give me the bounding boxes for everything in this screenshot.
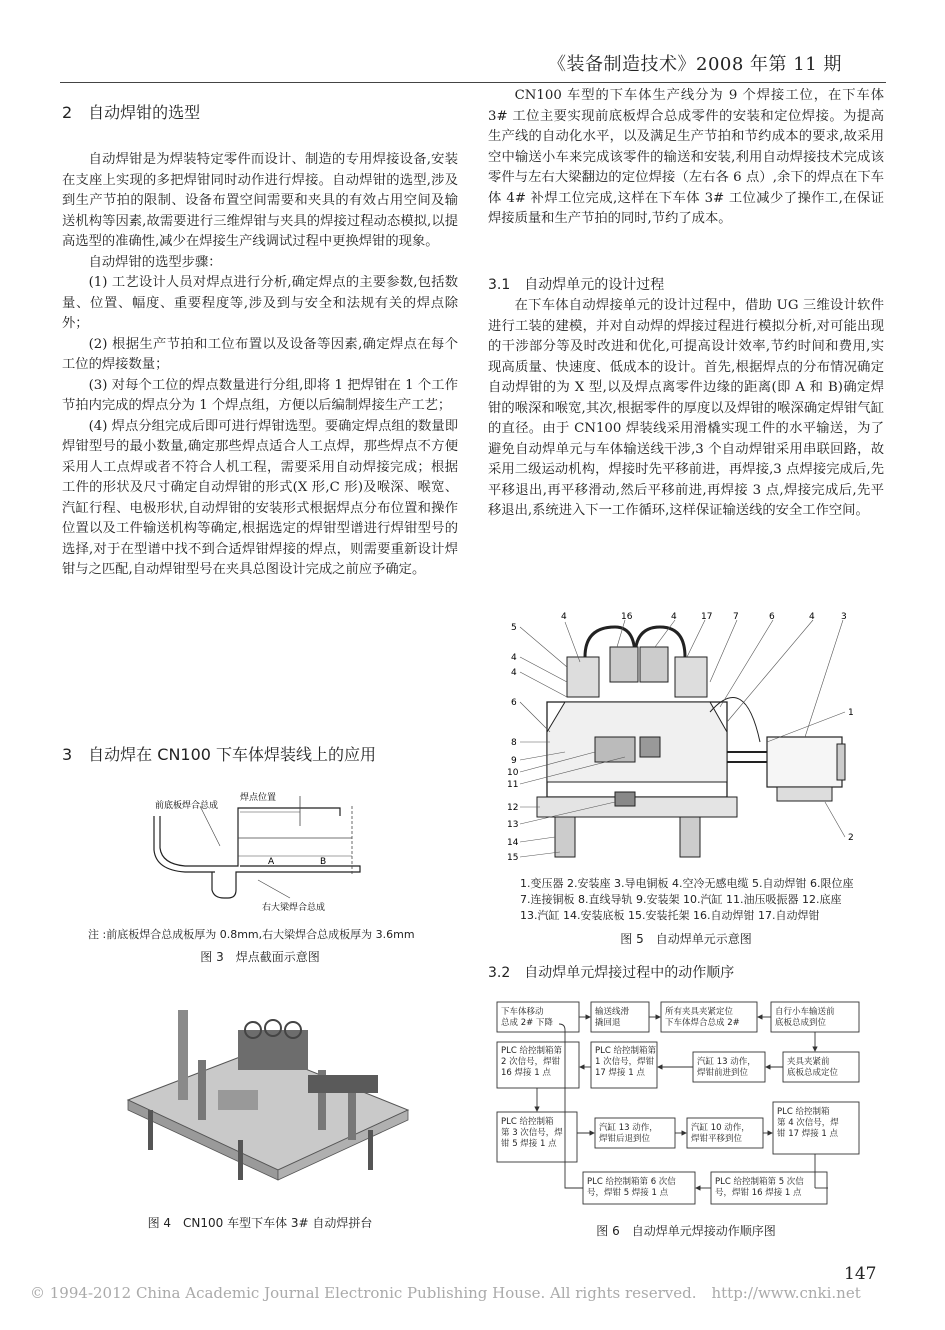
fig3-label-pos: 焊点位置 bbox=[240, 793, 277, 803]
right-column-text-2 bbox=[488, 296, 884, 522]
section-2-title: 2 自动焊钳的选型 bbox=[62, 103, 201, 122]
flow-box-2: 输送线滑撬回退 bbox=[595, 1007, 630, 1028]
fig3-label-a: A bbox=[268, 857, 275, 867]
fig5-num: 11 bbox=[507, 780, 519, 790]
fig5-num: 17 bbox=[701, 612, 713, 622]
figure-6-flowchart bbox=[495, 990, 865, 1210]
header-rule bbox=[60, 82, 886, 83]
fig5-legend: 1.变压器 2.安装座 3.导电铜板 4.空冷无感电缆 5.自动焊钳 6.限位座 7.连接铜板 8.直线导轨 9.安装架 10.汽缸 11.油压吸振器 12.底座 13.汽缸 14.安装底板 15.安装托架 16.自动焊钳 17.自动焊钳 bbox=[520, 877, 854, 922]
flow-box-10: 汽缸 13 动作，焊钳后退到位 bbox=[599, 1123, 658, 1144]
flow-box-14: PLC 给控制箱第 5 次信号，焊钳 16 焊接 1 点 bbox=[715, 1177, 804, 1198]
fig5-num: 4 bbox=[511, 653, 517, 663]
fig3-label-b: B bbox=[320, 857, 327, 867]
flow-box-12: PLC 给控制箱第 4 次信号，焊钳 17 焊接 1 点 bbox=[777, 1107, 839, 1139]
section-3-title: 3 自动焊在 CN100 下车体焊装线上的应用 bbox=[62, 745, 377, 764]
fig5-num: 4 bbox=[561, 612, 567, 622]
subsection-3-2-title: 3.2 自动焊单元焊接过程中的动作顺序 bbox=[488, 965, 735, 981]
fig5-num: 5 bbox=[511, 623, 517, 633]
flow-box-6: PLC 给控制箱第 1 次信号，焊钳 17 焊接 1 点 bbox=[595, 1046, 656, 1078]
paragraph: (4) 焊点分组完成后即可进行焊钳选型。要确定焊点组的数量即焊钳型号的最小数量,确定那些焊点适合人工点焊，那些焊点不方便采用人工点焊或者不符合人机工程，需要采用自动焊接完成；根据工件的形状及尺寸确定自动焊钳的形式(X 形,C 形)及喉深、喉宽、汽缸行程、电极形状,自动焊钳的安装形式根据焊点分布位置和操作位置以及工件输送机构等确定,根据选定的焊钳型谱进行焊钳型号的选择,对于在型谱中找不到合适焊钳焊接的焊点，则需要重新设计焊钳与之匹配,自动焊钳型号在夹具总图设计完成之前应予确定。 bbox=[62, 418, 458, 577]
figure-4-welding-fixture bbox=[118, 990, 418, 1190]
flow-box-1: 下车体移动总成 2# 下降 bbox=[501, 1007, 553, 1028]
fig5-num: 14 bbox=[507, 838, 519, 848]
subsection-3-1-title: 3.1 自动焊单元的设计过程 bbox=[488, 277, 665, 293]
flow-box-5: PLC 给控制箱第 2 次信号，焊钳 16 焊接 1 点 bbox=[501, 1046, 562, 1078]
paragraph: 自动焊钳是为焊装特定零件而设计、制造的专用焊接设备,安装在支座上实现的多把焊钳同时动作进行焊接。自动焊钳的选型,涉及到生产节拍的限制、设备布置空间需要和夹具的有效占用空间及输送机构等因素,故需要进行三维焊钳与夹具的焊接过程动态模拟,以提高选型的准确性,减少在焊接生产线调试过程中更换焊钳的现象。 bbox=[62, 152, 458, 249]
fig5-top-numbers bbox=[561, 612, 847, 622]
figure-5-welding-unit bbox=[505, 612, 860, 872]
left-column-text bbox=[62, 150, 458, 581]
fig5-num: 4 bbox=[671, 612, 677, 622]
fig5-num: 9 bbox=[511, 756, 517, 766]
paragraph: (2) 根据生产节拍和工位布置以及设备等因素,确定焊点在每个工位的焊接数量； bbox=[62, 336, 458, 372]
fig5-num: 15 bbox=[507, 853, 519, 863]
paragraph: 自动焊钳的选型步骤： bbox=[88, 254, 222, 270]
fig6-caption: 图 6 自动焊单元焊接动作顺序图 bbox=[596, 1224, 776, 1238]
paragraph: 在下车体自动焊接单元的设计过程中，借助 UG 三维设计软件进行工装的建模，并对自动焊的焊接过程进行模拟分析,对可能出现的干涉部分等及时改进和优化,可提高设计效率,节约时间和费用,实现高质量、快速度、低成本的设计。首先,根据焊点的分布情况确定自动焊钳的为 X 型,以及焊点离零件边缘的距离(即 A 和 B)确定焊钳的喉深和喉宽,其次,根据零件的厚度以及焊钳的喉深确定焊钳气缸的直径。由于 CN100 焊装线采用滑橇实现工件的水平输送，为了避免自动焊单元与车体输送线干涉,3 个自动焊钳采用串联回路，故采用二级运动机构，焊接时先平移前进，再焊接,3 点焊接完成后,先平移退出,再平移滑动,然后平移前进,再焊接 3 点,焊接完成后,先平移退出,系统进入下一工作循环,这样保证输送线的安全工作空间。 bbox=[488, 298, 884, 518]
fig5-num: 12 bbox=[507, 803, 519, 813]
paragraph: (3) 对每个工位的焊点数量进行分组,即将 1 把焊钳在 1 个工作节拍内完成的焊点分为 1 个焊点组，方便以后编制焊接生产工艺； bbox=[62, 377, 458, 413]
fig5-num: 2 bbox=[848, 833, 854, 843]
right-column-text-1 bbox=[488, 86, 884, 230]
fig3-note: 注 :前底板焊合总成板厚为 0.8mm,右大梁焊合总成板厚为 3.6mm bbox=[88, 928, 415, 941]
paragraph: CN100 车型的下车体生产线分为 9 个焊接工位，在下车体 3# 工位主要实现前底板焊合总成零件的安装和定位焊接。为提高生产线的自动化水平，以及满足生产节拍和节约成本的要求,故采用空中输送小车来完成该零件的输送和安装,利用自动焊接技术完成该零件与左右大梁翻边的定位焊接（左右各 6 点）,余下的焊点在下车体 4# 补焊工位完成,这样在下车体 3# 工位减少了操作工,在保证焊接质量和生产节拍的同时,节约了成本。 bbox=[488, 88, 884, 226]
fig5-num: 6 bbox=[511, 698, 517, 708]
fig5-num: 6 bbox=[769, 612, 775, 622]
fig5-num: 4 bbox=[809, 612, 815, 622]
flow-box-8: 夹具夹紧前底板总成定位 bbox=[787, 1057, 839, 1078]
fig5-left-numbers bbox=[507, 623, 519, 863]
page-number: 147 bbox=[844, 1264, 877, 1284]
fig3-label-right: 右大梁焊合总成 bbox=[262, 903, 326, 913]
figure-3-weld-section bbox=[140, 786, 380, 916]
fig3-label-front: 前底板焊合总成 bbox=[155, 801, 219, 811]
fig5-num: 16 bbox=[621, 612, 633, 622]
copyright-footer: © 1994-2012 China Academic Journal Electronic Publishing House. All rights reserved. http://www.cnki.net bbox=[30, 1284, 861, 1302]
fig5-num: 1 bbox=[848, 708, 854, 718]
fig5-num: 3 bbox=[841, 612, 847, 622]
fig3-caption: 图 3 焊点截面示意图 bbox=[200, 950, 320, 964]
flow-box-11: 汽缸 10 动作，焊钳平移到位 bbox=[691, 1123, 750, 1144]
flow-box-4: 自行小车输送前底板总成到位 bbox=[775, 1007, 835, 1028]
flow-box-7: 汽缸 13 动作，焊钳前进到位 bbox=[697, 1057, 756, 1078]
journal-header: 《装备制造技术》2008 年第 11 期 bbox=[548, 54, 842, 75]
fig5-num: 4 bbox=[511, 668, 517, 678]
fig5-num: 10 bbox=[507, 768, 519, 778]
flow-box-3: 所有夹具夹紧定位下车体焊合总成 2# bbox=[665, 1007, 740, 1028]
fig5-num: 13 bbox=[507, 820, 519, 830]
fig5-num: 7 bbox=[733, 612, 739, 622]
fig5-caption: 图 5 自动焊单元示意图 bbox=[620, 932, 752, 946]
fig4-caption: 图 4 CN100 车型下车体 3# 自动焊拼台 bbox=[147, 1216, 373, 1230]
fig5-num: 8 bbox=[511, 738, 517, 748]
flow-box-13: PLC 给控制箱第 6 次信号，焊钳 5 焊接 1 点 bbox=[587, 1177, 676, 1198]
flow-box-9: PLC 给控制箱第 3 次信号，焊钳 5 焊接 1 点 bbox=[501, 1117, 563, 1149]
paragraph: (1) 工艺设计人员对焊点进行分析,确定焊点的主要参数,包括数量、位置、幅度、重要程度等,涉及到与安全和法规有关的焊点除外； bbox=[62, 275, 458, 331]
